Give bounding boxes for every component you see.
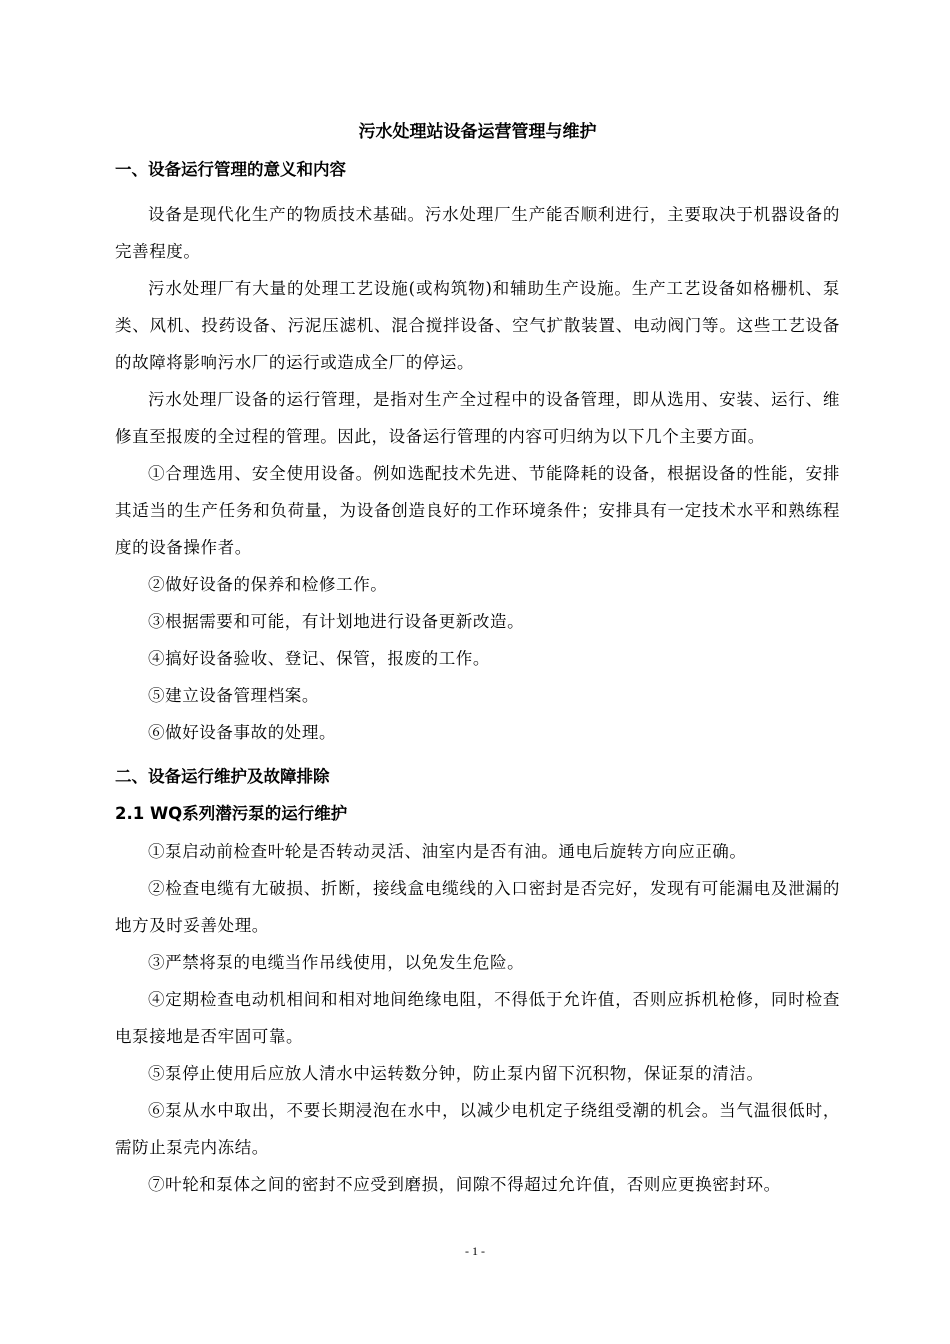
list-item: ⑤泵停止使用后应放人清水中运转数分钟，防止泵内留下沉积物，保证泵的清洁。 [148, 1064, 764, 1083]
paragraph: 污水处理厂有大量的处理工艺设施(或构筑物)和辅助生产设施。生产工艺设备如格栅机、泵类、风机、投药设备、污泥压滤机、混合搅拌设备、空气扩散装置、电动阀门等。这些工艺设备的故障将影响污水厂的运行或造成全厂的停运。 [115, 279, 840, 372]
list-item: ①合理选用、安全使用设备。例如选配技术先进、节能降耗的设备，根据设备的性能，安排其适当的生产任务和负荷量，为设备创造良好的工作环境条件；安排具有一定技术水平和熟练程度的设备操作者。 [115, 464, 840, 557]
section-heading-2: 二、设备运行维护及故障排除 [115, 767, 330, 786]
list-item: ⑦叶轮和泵体之间的密封不应受到磨损，间隙不得超过允许值，否则应更换密封环。 [148, 1175, 781, 1194]
list-item: ④定期检查电动机相间和相对地间绝缘电阻，不得低于允许值，否则应拆机枪修，同时检查电泵接地是否牢固可靠。 [115, 990, 840, 1046]
subsection-heading: 2.1 WQ系列潜污泵的运行维护 [115, 804, 348, 823]
list-item: ⑥泵从水中取出，不要长期浸泡在水中，以减少电机定子绕组受潮的机会。当气温很低时，需防止泵壳内冻结。 [115, 1101, 840, 1157]
list-item: ④搞好设备验收、登记、保管，报废的工作。 [148, 649, 490, 668]
document-body [115, 121, 840, 1203]
list-item: ⑥做好设备事故的处理。 [148, 723, 337, 742]
list-item: ②检查电缆有尢破损、折断，接线盒电缆线的入口密封是否完好，发现有可能漏电及泄漏的地方及时妥善处理。 [115, 879, 840, 935]
list-item: ③严禁将泵的电缆当作吊线使用，以免发生危险。 [148, 953, 525, 972]
list-item: ②做好设备的保养和检修工作。 [148, 575, 388, 594]
section-heading-1: 一、设备运行管理的意义和内容 [115, 160, 346, 179]
list-item: ①泵启动前检查叶轮是否转动灵活、油室内是否有油。通电后旋转方向应正确。 [148, 842, 747, 861]
document-title: 污水处理站设备运营管理与维护 [358, 122, 597, 142]
paragraph: 设备是现代化生产的物质技术基础。污水处理厂生产能否顺利进行，主要取决于机器设备的完善程度。 [115, 205, 840, 261]
paragraph: 污水处理厂设备的运行管理，是指对生产全过程中的设备管理，即从选用、安装、运行、维修直至报废的全过程的管理。因此，设备运行管理的内容可归纳为以下几个主要方面。 [115, 390, 840, 446]
list-item: ③根据需要和可能，有计划地进行设备更新改造。 [148, 612, 525, 631]
page-number: - 1 - [465, 1244, 485, 1258]
list-item: ⑤建立设备管理档案。 [148, 686, 319, 705]
